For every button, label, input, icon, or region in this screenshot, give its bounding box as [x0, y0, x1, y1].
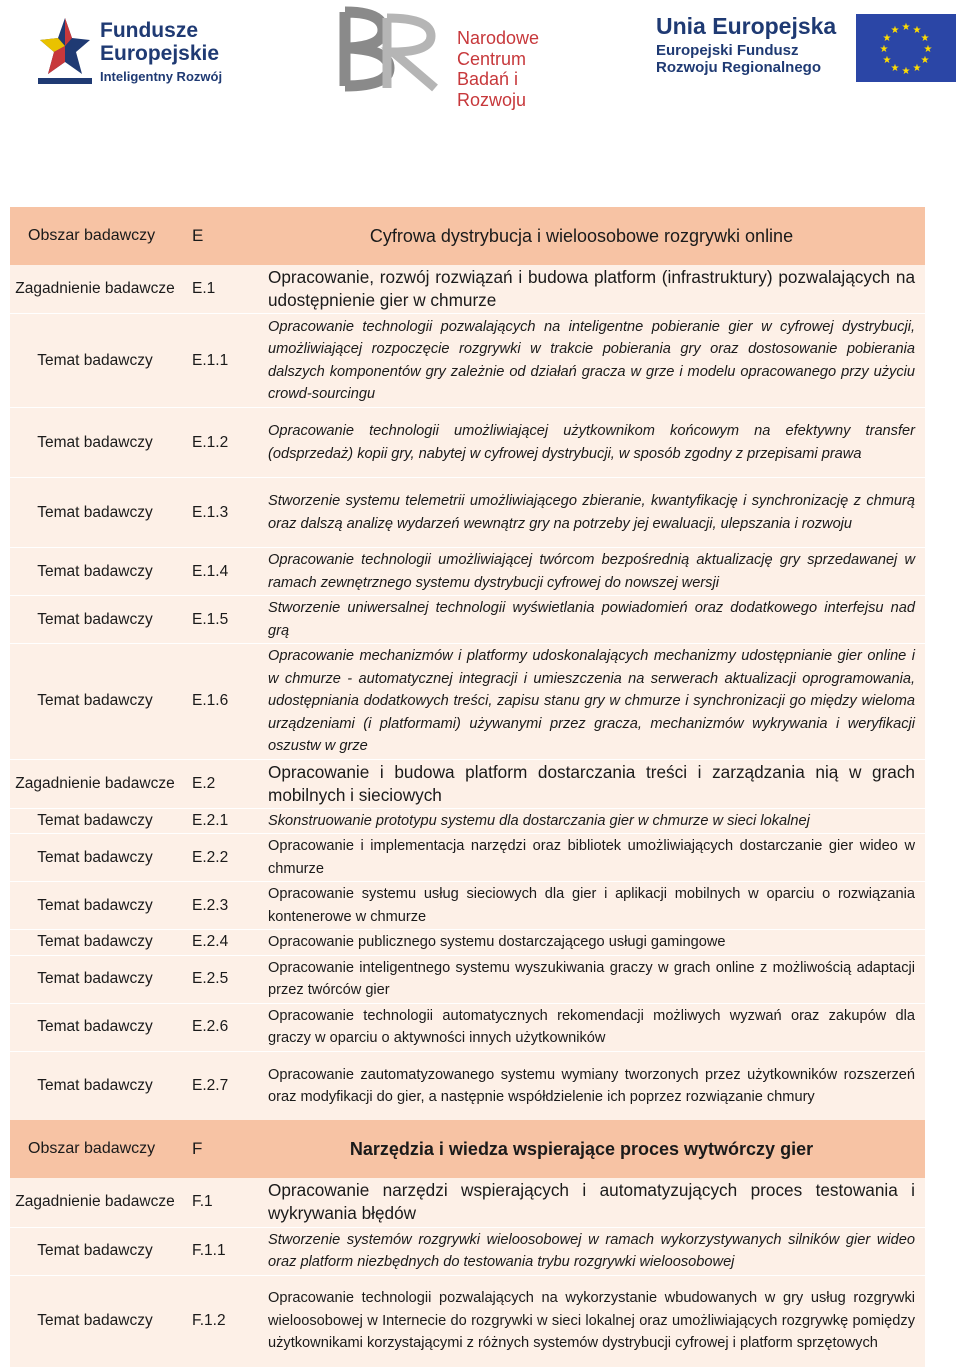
row-code: F.1.2	[180, 1275, 258, 1367]
table-row	[10, 1275, 925, 1367]
row-code: E.1.2	[180, 408, 258, 478]
table-row	[10, 265, 925, 314]
svg-text:★: ★	[920, 33, 930, 44]
row-text: Opracowanie mechanizmów i platformy udoskonalających mechanizmy udostępnianie gier online i w chmurze - automatycznej integracji i umieszczenia na serwerach aktualizacji oprogramowania, udostępniania dodatkowych treści, zapisu stanu gry w chmurze i synchronizacji go między wieloma urządzeniami (i platformami) używanymi przez gracza, mechanizmów wykrywania i weryfikacji oszustw w grze	[258, 644, 925, 760]
eu-flag-icon	[856, 14, 956, 82]
fundusze-europejskie-logo	[38, 10, 238, 90]
row-label: Zagadnienie badawcze	[10, 759, 180, 808]
row-text: Opracowanie technologii umożliwiającej użytkownikom końcowym na efektywny transfer (odsprzedaż) kopii gry, nabytej w cyfrowej dystrybucji, w sposób zgodny z przepisami prawa	[258, 408, 925, 478]
row-code: E.2	[180, 759, 258, 808]
row-code: E.1.3	[180, 478, 258, 548]
ue-line1: Unia Europejska	[656, 13, 837, 39]
row-label: Zagadnienie badawcze	[10, 1178, 180, 1227]
ncbr-br-icon	[335, 6, 447, 92]
row-text: Stworzenie systemów rozgrywki wieloosobowej w ramach wykorzystywanych silników gier wideo oraz platform niezbędnych do testowania trybu rozgrywki wieloosobowej	[258, 1227, 925, 1275]
row-label: Temat badawczy	[10, 548, 180, 596]
logo-bar	[0, 0, 960, 111]
row-text: Opracowanie, rozwój rozwiązań i budowa platform (infrastruktury) pozwalających na udostępnienie gier w chmurze	[258, 265, 925, 314]
area-title: Cyfrowa dystrybucja i wieloosobowe rozgrywki online	[369, 225, 794, 246]
row-text: Opracowanie inteligentnego systemu wyszukiwania graczy w grach online z możliwością adaptacji przez twórców gier	[258, 955, 925, 1003]
row-text: Opracowanie technologii umożliwiającej twórcom bezpośrednią aktualizację gry sprzedawanej w ramach zewnętrznego systemu dystrybucji cyfrowej do nowszej wersji	[258, 548, 925, 596]
svg-text:★: ★	[901, 22, 911, 33]
table-row	[10, 1051, 925, 1121]
research-area-e-table	[10, 207, 925, 1122]
row-text: Opracowanie i implementacja narzędzi oraz bibliotek umożliwiających dostarczanie gier wideo w chmurze	[258, 834, 925, 882]
table-row	[10, 1227, 925, 1275]
area-label: Obszar badawczy	[10, 1120, 180, 1178]
table-row	[10, 1178, 925, 1227]
area-header-row	[10, 207, 925, 265]
row-label: Temat badawczy	[10, 930, 180, 956]
table-row	[10, 930, 925, 956]
fe-line2: Europejskie	[100, 42, 220, 65]
table-row	[10, 759, 925, 808]
row-label: Temat badawczy	[10, 1003, 180, 1051]
area-code: E	[180, 207, 258, 265]
table-row	[10, 408, 925, 478]
row-label: Temat badawczy	[10, 408, 180, 478]
row-code: E.2.6	[180, 1003, 258, 1051]
row-text: Opracowanie technologii pozwalających na inteligentne pobieranie gier w cyfrowej dystrybucji, umożliwiającej rozpoczęcie rozgrywki w trakcie pobierania gry oraz dostosowanie pobierania dalszych komponentów gry zależnie od działań gracza w grze i modelu opracowanego przy użyciu crowd-sourcingu	[258, 314, 925, 408]
svg-text:★: ★	[912, 25, 922, 36]
row-label: Temat badawczy	[10, 314, 180, 408]
table-row	[10, 1003, 925, 1051]
row-text: Opracowanie i budowa platform dostarczania treści i zarządzania nią w grach mobilnych i sieciowych	[258, 759, 925, 808]
ncbr-line2: Badań i Rozwoju	[457, 69, 527, 111]
row-label: Temat badawczy	[10, 955, 180, 1003]
svg-text:★: ★	[882, 33, 892, 44]
svg-text:★: ★	[912, 63, 922, 74]
svg-text:★: ★	[923, 44, 933, 55]
svg-text:★: ★	[890, 63, 900, 74]
area-title: Narzędzia i wiedza wspierające proces wytwórczy gier	[349, 1138, 814, 1159]
svg-text:★: ★	[890, 25, 900, 36]
row-text: Opracowanie publicznego systemu dostarczającego usługi gamingowe	[258, 930, 925, 956]
row-code: E.2.3	[180, 882, 258, 930]
row-code: E.2.1	[180, 808, 258, 834]
table-row	[10, 548, 925, 596]
row-label: Temat badawczy	[10, 1051, 180, 1121]
row-code: E.1.6	[180, 644, 258, 760]
row-text: Skonstruowanie prototypu systemu dla dostarczania gier w chmurze w sieci lokalnej	[258, 808, 925, 834]
ncbr-logo	[335, 6, 585, 111]
research-area-f-table	[10, 1120, 925, 1368]
svg-text:★: ★	[882, 55, 892, 66]
row-label: Temat badawczy	[10, 596, 180, 644]
ncbr-line1: Narodowe Centrum	[457, 28, 540, 69]
row-label: Temat badawczy	[10, 478, 180, 548]
row-code: E.2.2	[180, 834, 258, 882]
svg-text:★: ★	[879, 44, 889, 55]
row-label: Temat badawczy	[10, 808, 180, 834]
table-row	[10, 596, 925, 644]
table-row	[10, 882, 925, 930]
ue-line3: Rozwoju Regionalnego	[656, 58, 821, 76]
row-text: Opracowanie technologii automatycznych rekomendacji możliwych wyzwań oraz zakupów dla graczy w oparciu o aktywności innych użytkowników	[258, 1003, 925, 1051]
row-text: Stworzenie uniwersalnej technologii wyświetlania powiadomień oraz dodatkowego interfejsu nad grą	[258, 596, 925, 644]
row-code: E.1.4	[180, 548, 258, 596]
row-label: Temat badawczy	[10, 834, 180, 882]
table-row	[10, 478, 925, 548]
unia-europejska-logo	[656, 14, 960, 88]
row-label: Temat badawczy	[10, 1275, 180, 1367]
row-code: F.1	[180, 1178, 258, 1227]
svg-text:★: ★	[901, 66, 911, 77]
row-text: Opracowanie technologii pozwalających na wykorzystanie wbudowanych w gry usług rozgrywki wieloosobowej w Internecie do rozgrywki w sieci lokalnej oraz umożliwiających rozgrywkę pomiędzy użytkownikami korzystającymi z różnych systemów dystrybucji cyfrowej i platform sprzętowych	[258, 1275, 925, 1367]
table-row	[10, 834, 925, 882]
row-text: Stworzenie systemu telemetrii umożliwiającego zbieranie, kwantyfikację i synchronizację z chmurą oraz dalszą analizę wydarzeń wewnątrz gry na potrzeby jej ewaluacji, ulepszania i rozwoju	[258, 478, 925, 548]
row-code: E.2.4	[180, 930, 258, 956]
table-row	[10, 644, 925, 760]
row-label: Temat badawczy	[10, 1227, 180, 1275]
fe-star-icon	[38, 12, 92, 86]
row-label: Zagadnienie badawcze	[10, 265, 180, 314]
table-row	[10, 955, 925, 1003]
row-code: E.1	[180, 265, 258, 314]
area-code: F	[180, 1120, 258, 1178]
table-row	[10, 314, 925, 408]
row-text: Opracowanie narzędzi wspierających i automatyzujących proces testowania i wykrywania błędów	[258, 1178, 925, 1227]
row-code: E.1.5	[180, 596, 258, 644]
row-label: Temat badawczy	[10, 882, 180, 930]
row-code: E.2.7	[180, 1051, 258, 1121]
area-label: Obszar badawczy	[10, 207, 180, 265]
row-text: Opracowanie zautomatyzowanego systemu wymiany tworzonych przez użytkowników rozszerzeń oraz modyfikacji do gier, a następnie współdzielenie ich poprzez rozwiązanie chmury	[258, 1051, 925, 1121]
fe-line3: Inteligentny Rozwój	[100, 69, 223, 84]
row-code: E.2.5	[180, 955, 258, 1003]
ue-line2: Europejski Fundusz	[656, 42, 799, 60]
area-header-row	[10, 1120, 925, 1178]
row-code: E.1.1	[180, 314, 258, 408]
row-label: Temat badawczy	[10, 644, 180, 760]
row-code: F.1.1	[180, 1227, 258, 1275]
row-text: Opracowanie systemu usług sieciowych dla gier i aplikacji mobilnych w oparciu o rozwiązania kontenerowe w chmurze	[258, 882, 925, 930]
svg-text:★: ★	[920, 55, 930, 66]
table-row	[10, 808, 925, 834]
fe-line1: Fundusze	[100, 19, 198, 42]
